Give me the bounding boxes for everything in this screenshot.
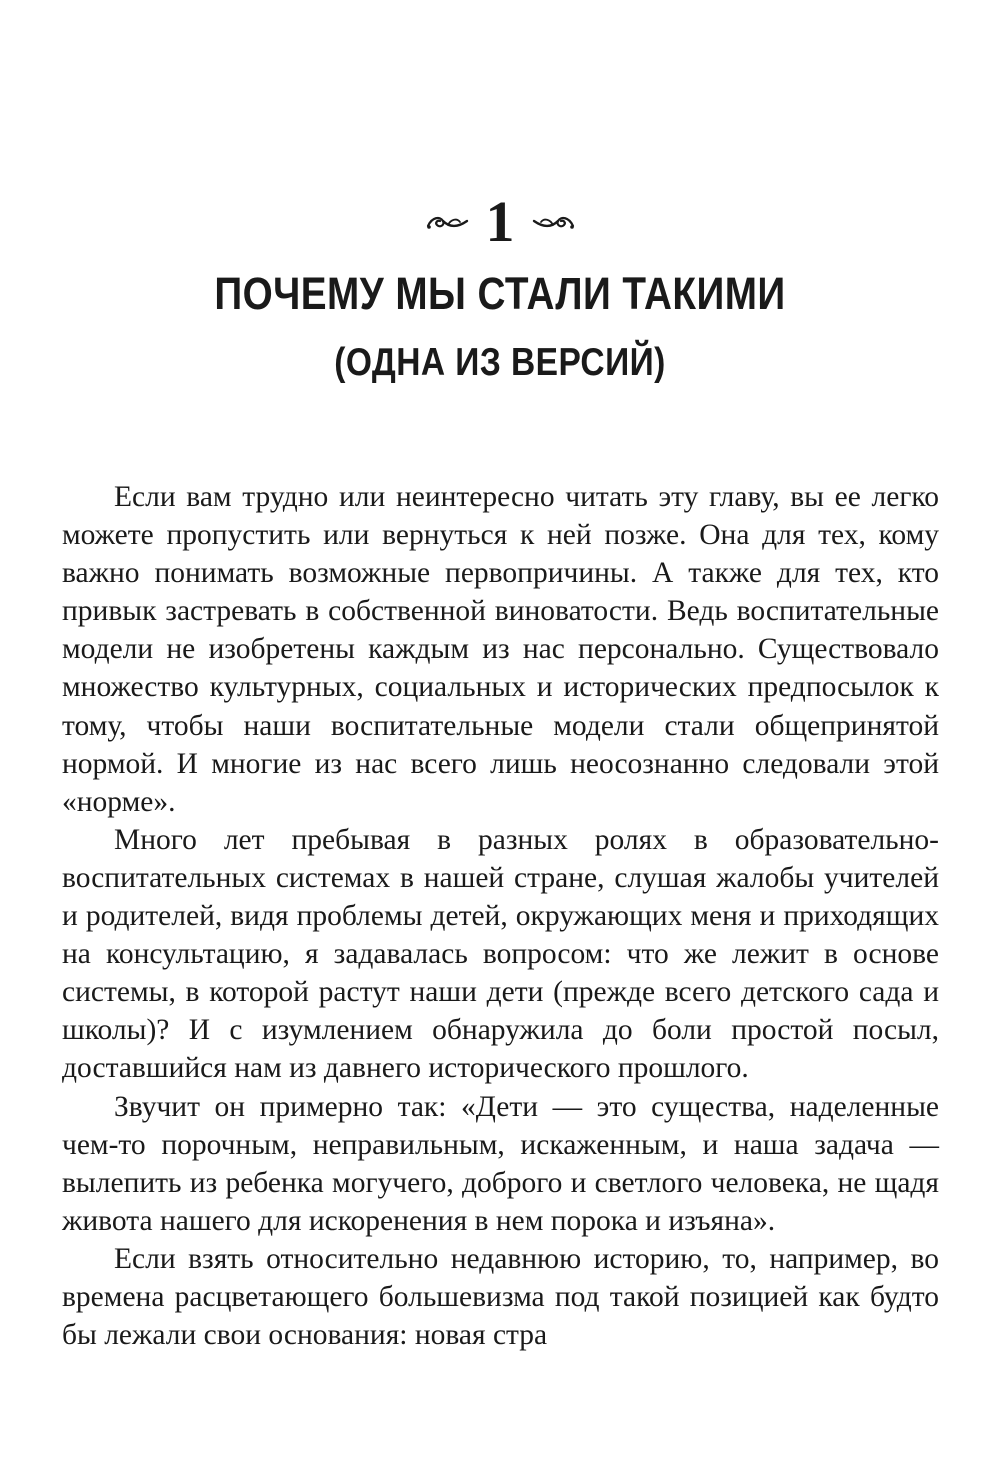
chapter-heading xyxy=(0,189,1000,386)
chapter-subtitle: (ОДНА ИЗ ВЕРСИЙ) xyxy=(334,341,666,384)
left-flourish-icon xyxy=(424,209,470,235)
chapter-number: 1 xyxy=(485,189,515,254)
paragraph: Звучит он примерно так: «Дети — это существа, наделенные чем-то порочным, неправильным, искаженным, и наша задача — вылепить из ребенка могучего, доброго и светлого человека, не щадя живота нашего для искоренения в нем порока и изъяна». xyxy=(62,1090,939,1237)
paragraph: Если взять относительно недавнюю историю, то, например, во времена расцветающего большевизма под такой позицией как будто бы лежали свои основания: новая стра xyxy=(62,1242,939,1352)
right-flourish-icon xyxy=(531,209,577,235)
chapter-number-row xyxy=(0,189,1000,254)
chapter-title: ПОЧЕМУ МЫ СТАЛИ ТАКИМИ xyxy=(214,268,786,319)
chapter-body xyxy=(62,478,939,1354)
paragraph: Много лет пребывая в разных ролях в образовательно-воспитательных системах в нашей стране, слушая жалобы учителей и родителей, видя проблемы детей, окружающих меня и приходящих на консультацию, я задавалась вопросом: что же лежит в основе системы, в которой растут наши дети (прежде всего детского сада и школы)? И с изумлением обнаружила до боли простой посыл, доставшийся нам из давнего исторического прошлого. xyxy=(62,823,939,1085)
paragraph: Если вам трудно или неинтересно читать эту главу, вы ее легко можете пропустить или вернуться к ней позже. Она для тех, кому важно понимать возможные первопричины. А также для тех, кто привык застревать в собственной виноватости. Ведь воспитательные модели не изобретены каждым из нас персонально. Существовало множество культурных, социальных и исторических предпосылок к тому, чтобы наши воспитательные модели стали общепринятой нормой. И многие из нас всего лишь неосознанно следовали этой «норме». xyxy=(62,481,939,818)
